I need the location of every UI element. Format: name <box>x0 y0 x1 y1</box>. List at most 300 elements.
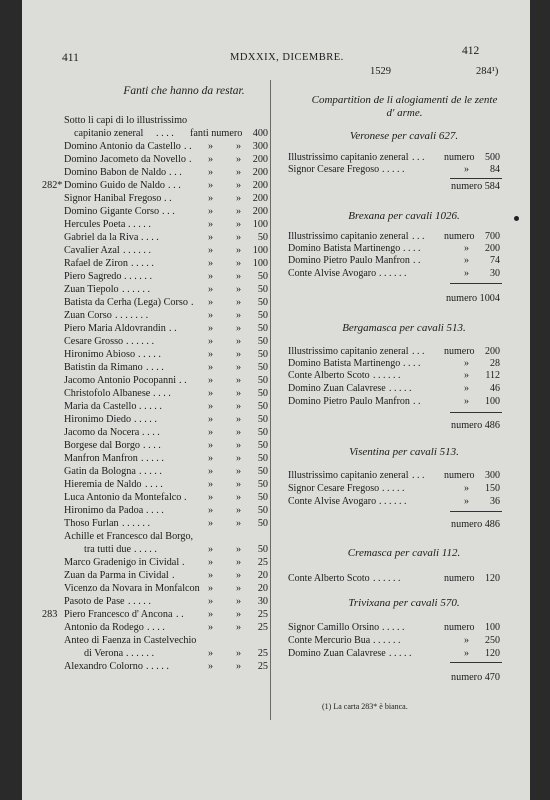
right-column-title-2: d' arme. <box>386 107 423 119</box>
roster-name: Zuan da Parma in Cividal <box>64 570 169 581</box>
roster-row <box>64 270 268 283</box>
lodging-row <box>288 496 500 508</box>
roster-name: Pasoto de Pase <box>64 596 125 607</box>
roster-name: Achille et Francesco dal Borgo, <box>64 531 194 542</box>
roster-name: Gatin da Bologna <box>64 466 136 477</box>
lodging-name: Signor Camillo Orsino <box>288 622 380 633</box>
roster-name: Hieremia de Naldo <box>64 479 142 490</box>
roster-row <box>64 205 268 218</box>
roster-name: Domino Jacometo da Novello <box>64 154 186 165</box>
roster-dots: . <box>184 492 187 503</box>
lodging-label: » <box>464 496 469 507</box>
roster-name: Manfron Manfron <box>64 453 138 464</box>
lodging-label: » <box>464 268 469 279</box>
roster-value: 50 <box>257 362 268 373</box>
roster-name: Hercules Poeta <box>64 219 126 230</box>
lodging-section-title: Brexana per cavali 1026. <box>348 210 460 222</box>
roster-name: Domino Guido de Naldo <box>64 180 166 191</box>
ditto-mark: » <box>208 440 214 451</box>
lodging-row <box>288 152 500 164</box>
roster-name: Piero Francesco d' Ancona <box>64 609 173 620</box>
roster-dots: . . <box>184 141 192 152</box>
roster-name: Piero Maria Aldovrandin <box>64 323 166 334</box>
roster-name: Batistin da Rimano <box>64 362 143 373</box>
roster-name: Jacomo da Nocera <box>64 427 140 438</box>
roster-value: 50 <box>257 466 268 477</box>
ditto-mark: » <box>236 466 242 477</box>
ditto-mark: » <box>208 622 214 633</box>
ditto-mark: » <box>236 219 242 230</box>
roster-row <box>64 569 268 582</box>
lodging-section-title: Cremasca per cavali 112. <box>347 547 461 559</box>
ditto-mark: » <box>236 505 242 516</box>
ditto-mark: » <box>236 479 242 490</box>
roster-value: 50 <box>257 427 268 438</box>
lodging-total: numero 486 <box>451 420 500 431</box>
roster-row <box>64 647 268 660</box>
roster-row <box>64 543 268 556</box>
roster-row <box>64 322 268 335</box>
sum-rule <box>450 412 502 413</box>
lodging-row <box>288 268 500 280</box>
ditto-mark: » <box>208 596 214 607</box>
ditto-mark: » <box>208 583 214 594</box>
left-page-number: 411 <box>62 52 79 64</box>
roster-name: Vicenzo da Novara in Monfalcon <box>64 583 200 594</box>
roster-dots: . . . . . <box>139 466 162 477</box>
roster-value: 100 <box>252 258 268 269</box>
lodging-label: numero <box>444 152 475 163</box>
ditto-mark: » <box>236 492 242 503</box>
roster-value: 200 <box>252 167 268 178</box>
roster-value: 50 <box>257 375 268 386</box>
sum-rule <box>450 662 502 663</box>
ditto-mark: » <box>236 453 242 464</box>
roster-name: Christofolo Albanese <box>64 388 151 399</box>
roster-value: 100 <box>252 219 268 230</box>
roster-row <box>64 361 268 374</box>
roster-row <box>64 348 268 361</box>
ditto-mark: » <box>208 492 214 503</box>
roster-value: 50 <box>257 323 268 334</box>
roster-name: Luca Antonio da Montefalco <box>64 492 182 503</box>
ditto-mark: » <box>236 245 242 256</box>
lodging-label: numero <box>444 470 475 481</box>
roster-dots: . . . . . <box>134 414 157 425</box>
roster-name: Borgese dal Borgo <box>64 440 141 451</box>
roster-name: Rafael de Ziron <box>64 258 128 269</box>
roster-name: Thoso Furlan <box>64 518 119 529</box>
roster-row <box>64 426 268 439</box>
ditto-mark: » <box>236 193 242 204</box>
column-year: 1529 <box>370 66 391 77</box>
roster-value: 25 <box>257 648 268 659</box>
roster-row <box>64 140 268 153</box>
roster-row <box>64 387 268 400</box>
roster-name: Anteo di Faenza in Castelvechio <box>64 635 197 646</box>
ditto-mark: » <box>236 284 242 295</box>
roster-dots: . . . . <box>141 232 159 243</box>
lodging-dots: . . . . . <box>382 622 405 633</box>
intro-dots: . . . . <box>156 128 174 139</box>
ditto-mark: » <box>208 388 214 399</box>
ditto-mark: » <box>208 310 214 321</box>
lodging-label: » <box>464 164 469 175</box>
roster-row <box>64 257 268 270</box>
ditto-mark: » <box>236 518 242 529</box>
ditto-mark: » <box>236 427 242 438</box>
intro-line-1 <box>64 114 268 127</box>
lodging-value: 120 <box>485 648 500 659</box>
lodging-dots: . . . <box>412 470 425 481</box>
roster-value: 50 <box>257 271 268 282</box>
roster-value: 200 <box>252 154 268 165</box>
roster-name: Hironimo da Padoa <box>64 505 144 516</box>
lodging-label: » <box>464 358 469 369</box>
sum-rule <box>450 283 502 284</box>
intro-line-2 <box>64 127 268 140</box>
roster-row <box>64 309 268 322</box>
roster-row <box>64 504 268 517</box>
roster-row <box>64 452 268 465</box>
lodging-dots: . . . . . . <box>379 496 407 507</box>
roster-dots: . . . . <box>143 440 161 451</box>
ditto-mark: » <box>208 245 214 256</box>
lodging-name: Domino Batista Martinengo <box>288 358 401 369</box>
roster-dots: . . . . . <box>138 349 161 360</box>
ditto-mark: » <box>236 349 242 360</box>
roster-row <box>64 400 268 413</box>
roster-row <box>64 153 268 166</box>
ditto-mark: » <box>208 609 214 620</box>
roster-row <box>64 478 268 491</box>
intro-label: fanti numero <box>190 128 243 139</box>
lodging-value: 28 <box>490 358 500 369</box>
roster-value: 50 <box>257 492 268 503</box>
roster-dots: . . . . . <box>128 219 151 230</box>
ditto-mark: » <box>236 180 242 191</box>
lodging-value: 700 <box>485 231 500 242</box>
roster-row <box>64 335 268 348</box>
roster-row <box>64 634 268 647</box>
ditto-mark: » <box>208 180 214 191</box>
ditto-mark: » <box>236 596 242 607</box>
roster-name: di Verona <box>84 648 124 659</box>
roster-row <box>64 283 268 296</box>
lodging-name: Conte Mercurio Bua <box>288 635 371 646</box>
ditto-mark: » <box>236 583 242 594</box>
roster-dots: . . . . <box>147 622 165 633</box>
lodging-label: » <box>464 255 469 266</box>
right-column-title-1: Compartition de li alogiamenti de le zente <box>311 94 498 106</box>
ditto-mark: » <box>208 479 214 490</box>
lodging-row <box>288 483 500 495</box>
roster-dots: . . . . . <box>134 544 157 555</box>
ditto-mark: » <box>236 141 242 152</box>
roster-row <box>64 491 268 504</box>
roster-row <box>64 530 268 543</box>
lodging-value: 74 <box>490 255 500 266</box>
roster-row <box>64 660 268 673</box>
ditto-mark: » <box>208 505 214 516</box>
ditto-mark: » <box>208 661 214 672</box>
roster-value: 200 <box>252 206 268 217</box>
lodging-label: numero <box>444 573 475 584</box>
ink-spot <box>514 216 519 221</box>
roster-row <box>64 296 268 309</box>
lodging-value: 36 <box>490 496 500 507</box>
roster-name: Alexandro Colorno <box>64 661 143 672</box>
roster-value: 50 <box>257 518 268 529</box>
lodging-label: numero <box>444 346 475 357</box>
ditto-mark: » <box>236 323 242 334</box>
roster-value: 100 <box>252 245 268 256</box>
column-reference: 284¹) <box>476 66 499 77</box>
ditto-mark: » <box>208 570 214 581</box>
roster-name: Piero Sagredo <box>64 271 122 282</box>
ditto-mark: » <box>236 388 242 399</box>
roster-value: 50 <box>257 349 268 360</box>
lodging-total: numero 486 <box>451 519 500 530</box>
lodging-label: » <box>464 243 469 254</box>
lodging-value: 100 <box>485 622 500 633</box>
lodging-value: 500 <box>485 152 500 163</box>
sum-rule <box>450 178 502 179</box>
roster-dots: . <box>172 570 175 581</box>
lodging-name: Conte Alberto Scoto <box>288 370 370 381</box>
roster-row <box>42 608 268 621</box>
lodging-dots: . . <box>413 255 421 266</box>
lodging-section-title: Veronese per cavali 627. <box>349 130 459 142</box>
roster-value: 25 <box>257 609 268 620</box>
ditto-mark: » <box>208 284 214 295</box>
ditto-mark: » <box>236 401 242 412</box>
roster-row <box>64 374 268 387</box>
roster-name: Batista da Cerha (Lega) Corso <box>64 297 188 308</box>
ditto-mark: » <box>208 544 214 555</box>
roster-dots: . . <box>164 193 172 204</box>
ditto-mark: » <box>208 648 214 659</box>
roster-row <box>64 517 268 530</box>
lodging-row <box>288 396 500 408</box>
ditto-mark: » <box>208 154 214 165</box>
lodging-value: 200 <box>485 346 500 357</box>
roster-dots: . . . . <box>146 505 164 516</box>
ditto-mark: » <box>236 167 242 178</box>
ditto-mark: » <box>208 323 214 334</box>
roster-dots: . <box>191 297 194 308</box>
lodging-value: 250 <box>485 635 500 646</box>
lodging-row <box>288 573 500 585</box>
lodging-label: » <box>464 383 469 394</box>
ditto-mark: » <box>236 271 242 282</box>
roster-value: 25 <box>257 661 268 672</box>
lodging-dots: . . . . . . <box>373 573 401 584</box>
lodging-label: » <box>464 483 469 494</box>
roster-row <box>64 192 268 205</box>
roster-dots: . . . . . . <box>126 336 155 347</box>
lodging-row <box>288 346 500 358</box>
ditto-mark: » <box>208 206 214 217</box>
ditto-mark: » <box>208 427 214 438</box>
roster-row <box>64 556 268 569</box>
roster-row <box>64 595 268 608</box>
roster-dots: . . . . . . <box>123 245 152 256</box>
roster-dots: . . . . . <box>128 596 151 607</box>
lodging-label: » <box>464 396 469 407</box>
intro-value: 400 <box>252 128 268 139</box>
lodging-row <box>288 231 500 243</box>
roster-dots: . . . . . . <box>122 518 151 529</box>
roster-row <box>64 231 268 244</box>
roster-dots: . . . <box>168 180 181 191</box>
ditto-mark: » <box>208 167 214 178</box>
lodging-name: Domino Zuan Calavrese <box>288 648 386 659</box>
roster-value: 30 <box>257 596 268 607</box>
ditto-mark: » <box>208 232 214 243</box>
ditto-mark: » <box>236 206 242 217</box>
roster-name: Antonio da Rodego <box>64 622 144 633</box>
ditto-mark: » <box>208 557 214 568</box>
lodging-section-title: Visentina per cavali 513. <box>349 446 459 458</box>
roster-dots: . . <box>169 323 177 334</box>
roster-value: 300 <box>252 141 268 152</box>
lodging-value: 112 <box>485 370 500 381</box>
roster-value: 50 <box>257 297 268 308</box>
lodging-dots: . . . . <box>403 243 421 254</box>
ditto-mark: » <box>236 440 242 451</box>
ditto-mark: » <box>236 609 242 620</box>
roster-dots: . . . . . <box>131 258 154 269</box>
lodging-value: 46 <box>490 383 500 394</box>
roster-value: 50 <box>257 505 268 516</box>
roster-name: Hironimo Diedo <box>64 414 132 425</box>
ditto-mark: » <box>236 258 242 269</box>
roster-value: 50 <box>257 401 268 412</box>
roster-value: 50 <box>257 440 268 451</box>
margin-note: 283 <box>42 609 58 620</box>
roster-value: 50 <box>257 284 268 295</box>
roster-value: 50 <box>257 388 268 399</box>
lodging-section-title: Trivixana per cavali 570. <box>348 597 460 609</box>
lodging-dots: . . . . <box>403 358 421 369</box>
lodging-name: Conte Alberto Scoto <box>288 573 370 584</box>
roster-dots: . . . . <box>145 479 163 490</box>
ditto-mark: » <box>208 193 214 204</box>
lodging-row <box>288 648 500 660</box>
lodging-dots: . . . <box>412 346 425 357</box>
ditto-mark: » <box>208 466 214 477</box>
roster-dots: . <box>189 154 192 165</box>
footnote: (1) La carta 283* è bianca. <box>322 702 408 711</box>
lodging-value: 120 <box>485 573 500 584</box>
roster-row <box>64 244 268 257</box>
roster-dots: . . . <box>169 167 182 178</box>
ditto-mark: » <box>236 336 242 347</box>
roster-row <box>64 582 268 595</box>
intro-text-1: Sotto li capi di lo illustrissimo <box>64 115 188 126</box>
roster-name: Domino Antonio da Castello <box>64 141 181 152</box>
ditto-mark: » <box>208 375 214 386</box>
lodging-row <box>288 622 500 634</box>
lodging-name: Signor Cesare Fregoso <box>288 483 380 494</box>
lodging-row <box>288 470 500 482</box>
roster-name: Domino Gigante Corso <box>64 206 160 217</box>
column-divider <box>270 80 271 720</box>
roster-dots: . . . <box>162 206 175 217</box>
right-page-number: 412 <box>462 45 480 57</box>
lodging-value: 30 <box>490 268 500 279</box>
ditto-mark: » <box>236 375 242 386</box>
lodging-dots: . . . . . <box>389 383 412 394</box>
lodging-row <box>288 635 500 647</box>
roster-dots: . . . . . <box>141 453 164 464</box>
roster-dots: . . . . <box>153 388 171 399</box>
roster-dots: . <box>182 557 185 568</box>
roster-dots: . . . . <box>146 362 164 373</box>
lodging-dots: . . . . . <box>382 164 405 175</box>
ditto-mark: » <box>236 570 242 581</box>
ditto-mark: » <box>208 362 214 373</box>
roster-name: tra tutti due <box>84 544 131 555</box>
ditto-mark: » <box>236 544 242 555</box>
lodging-total: numero 1004 <box>445 293 500 304</box>
roster-dots: . . . . <box>142 427 160 438</box>
roster-dots: . . <box>176 609 184 620</box>
left-column-title: Fanti che hanno da restar. <box>123 85 245 97</box>
roster-value: 50 <box>257 232 268 243</box>
roster-dots: . . . . . <box>146 661 169 672</box>
ditto-mark: » <box>236 310 242 321</box>
lodging-label: numero <box>444 622 475 633</box>
roster-name: Hironimo Abioso <box>64 349 136 360</box>
roster-value: 50 <box>257 544 268 555</box>
roster-dots: . . . . . . <box>126 648 155 659</box>
roster-name: Gabriel da la Riva <box>64 232 139 243</box>
roster-name: Domino Babon de Naldo <box>64 167 167 178</box>
ditto-mark: » <box>208 271 214 282</box>
running-header: MDXXIX, DICEMBRE. <box>230 52 344 63</box>
lodging-name: Signor Cesare Fregoso <box>288 164 380 175</box>
lodging-row <box>288 243 500 255</box>
roster-name: Cavalier Azal <box>64 245 120 256</box>
ditto-mark: » <box>236 362 242 373</box>
lodging-name: Illustrissimo capitanio zeneral <box>288 231 409 242</box>
roster-row <box>42 179 268 192</box>
lodging-name: Domino Batista Martinengo <box>288 243 401 254</box>
roster-value: 200 <box>252 180 268 191</box>
lodging-dots: . . <box>413 396 421 407</box>
ditto-mark: » <box>208 258 214 269</box>
lodging-label: » <box>464 635 469 646</box>
ditto-mark: » <box>236 661 242 672</box>
roster-name: Zuan Tiepolo <box>64 284 119 295</box>
lodging-dots: . . . . . <box>382 483 405 494</box>
roster-row <box>64 621 268 634</box>
lodging-value: 84 <box>490 164 500 175</box>
lodging-row <box>288 370 500 382</box>
roster-dots: . . . . . . <box>122 284 151 295</box>
roster-dots: . . . . . . <box>124 271 153 282</box>
intro-text-2: capitanio zeneral <box>74 128 144 139</box>
ditto-mark: » <box>208 336 214 347</box>
lodging-dots: . . . . . <box>389 648 412 659</box>
ditto-mark: » <box>208 349 214 360</box>
lodging-dots: . . . . . . <box>379 268 407 279</box>
lodging-label: » <box>464 648 469 659</box>
ditto-mark: » <box>236 154 242 165</box>
lodging-total: numero 470 <box>451 672 500 683</box>
